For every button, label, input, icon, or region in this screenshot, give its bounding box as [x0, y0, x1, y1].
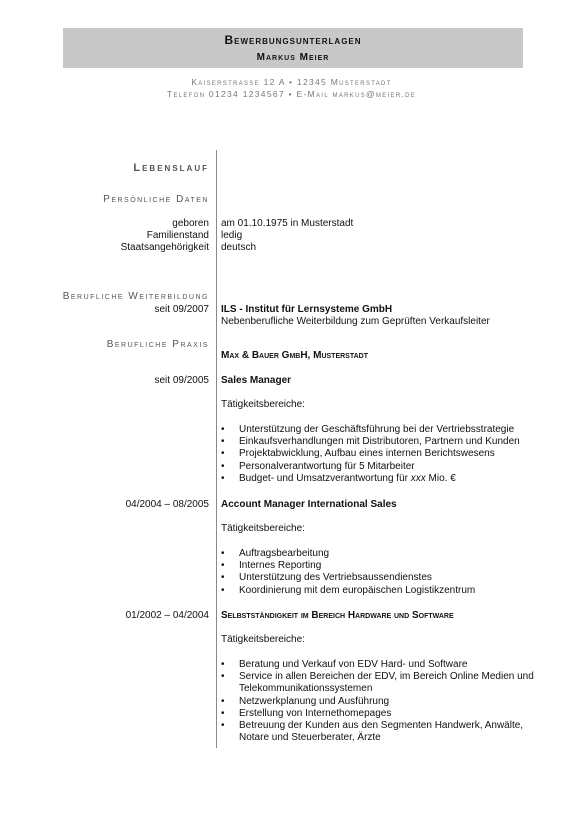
applicant-name: Markus Meier [256, 52, 330, 63]
task-list [221, 659, 541, 744]
task-list [221, 548, 475, 597]
list-item: • Koordinierung mit dem europäischen Logistikzentrum [221, 585, 475, 597]
list-item: • Netzwerkplanung und Ausführung [221, 696, 541, 708]
list-item: • Auftragsbearbeitung [221, 548, 475, 560]
list-item [221, 473, 520, 485]
practice-heading: Berufliche Praxis [106, 339, 209, 350]
list-item: • Erstellung von Internethomepages [221, 708, 541, 720]
budget-text-end: Mio. € [425, 472, 456, 484]
address-line: Kaiserstrasse 12 A • 12345 Musterstadt [191, 77, 392, 87]
training-heading: Berufliche Weiterbildung [62, 291, 209, 302]
job-title: Sales Manager [221, 375, 292, 386]
nationality-value: deutsch [221, 242, 257, 253]
list-item: • Personalverantwortung für 5 Mitarbeiter [221, 461, 520, 473]
list-item: • Betreuung der Kunden aus den Segmenten Handwerk, Anwälte, Notare und Steuerberater, Ärzte [221, 720, 541, 744]
areas-label: Tätigkeitsbereiche: [221, 634, 305, 645]
training-date: seit 09/2007 [154, 304, 209, 315]
birth-label: geboren [172, 218, 209, 229]
cv-heading: Lebenslauf [133, 162, 209, 174]
areas-label: Tätigkeitsbereiche: [221, 523, 305, 534]
list-item: • Service in allen Bereichen der EDV, im Bereich Online Medien und Telekommunikationssystemen [221, 671, 541, 695]
job-title: Account Manager International Sales [221, 499, 397, 510]
nationality-label: Staatsangehörigkeit [120, 242, 209, 253]
document-title: Bewerbungsunterlagen [224, 33, 362, 47]
personal-data-heading: Persönliche Daten [103, 194, 209, 205]
list-item: • Projektabwicklung, Aufbau eines internen Berichtswesens [221, 448, 520, 460]
job-date: 04/2004 – 08/2005 [125, 499, 209, 510]
list-item: • Internes Reporting [221, 560, 475, 572]
job-date: seit 09/2005 [154, 375, 209, 386]
job-title: Selbstständigkeit im Bereich Hardware und Software [221, 610, 454, 621]
job-date: 01/2002 – 04/2004 [125, 610, 209, 621]
employer-name: Max & Bauer GmbH, Musterstadt [221, 350, 368, 361]
list-item: • Unterstützung der Geschäftsführung bei der Vertriebsstrategie [221, 424, 520, 436]
list-item: • Beratung und Verkauf von EDV Hard- und Software [221, 659, 541, 671]
marital-status-label: Familienstand [146, 230, 209, 241]
contact-line: Telefon 01234 1234567 • E-Mail markus@meier.de [166, 89, 417, 99]
divider-line [216, 150, 217, 748]
areas-label: Tätigkeitsbereiche: [221, 399, 305, 410]
budget-placeholder: xxx [410, 472, 426, 484]
list-item: • Unterstützung des Vertriebsaussendienstes [221, 572, 475, 584]
task-list [221, 424, 520, 485]
training-institution: ILS - Institut für Lernsysteme GmbH [221, 304, 393, 315]
budget-text-start: Budget- und Umsatzverantwortung für [239, 472, 411, 484]
birth-value: am 01.10.1975 in Musterstadt [221, 218, 354, 229]
marital-status-value: ledig [221, 230, 243, 241]
list-item: • Einkaufsverhandlungen mit Distributoren, Partnern und Kunden [221, 436, 520, 448]
training-description: Nebenberufliche Weiterbildung zum Geprüften Verkaufsleiter [221, 316, 490, 327]
